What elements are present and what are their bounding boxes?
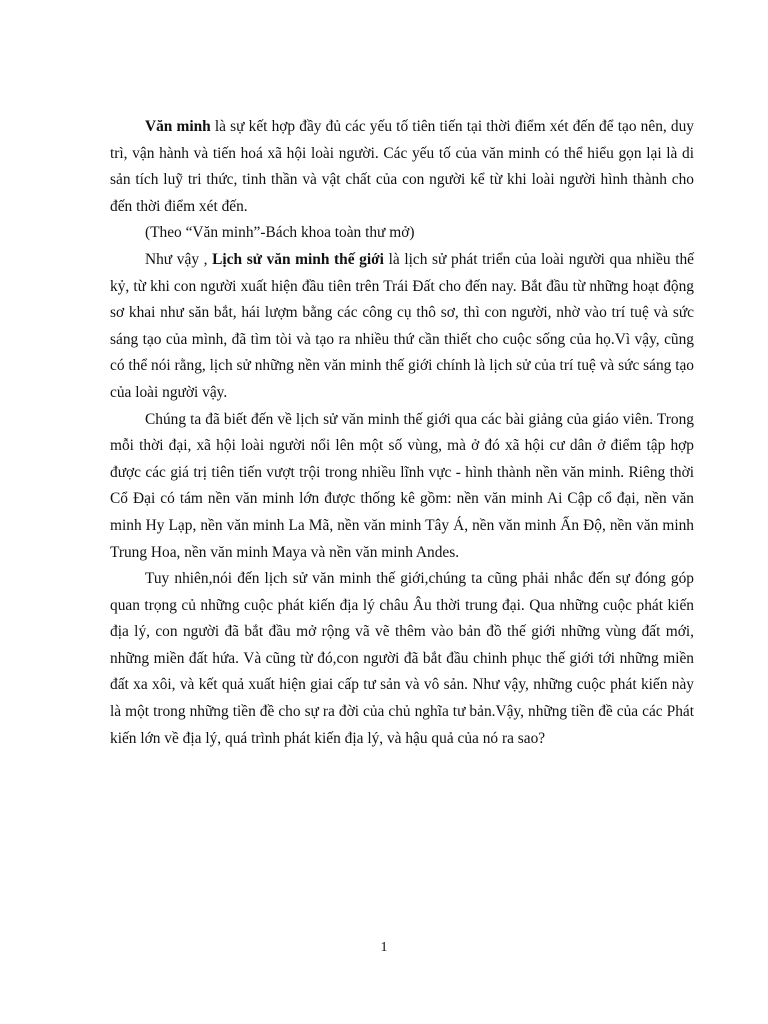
paragraph-definition-text: là sự kết hợp đầy đủ các yếu tố tiên tiến tại thời điểm xét đến để tạo nên, duy trì, vận hành và tiến hoá xã hội loài người. Các yếu tố của văn minh có thể hiểu gọn lại là di sản tích luỹ tri thức, tinh thần và vật chất của con người kể từ khi loài người hình thành cho đến thời điểm xét đến. [110,118,694,215]
paragraph-history-lead: Như vậy , [145,250,213,268]
term-van-minh: Văn minh [145,118,211,135]
citation-source: (Theo “Văn minh”-Bách khoa toàn thư mở) [145,224,415,242]
paragraph-discoveries: Tuy nhiên,nói đến lịch sử văn minh thế giới,chúng ta cũng phải nhắc đến sự đóng góp quan trọng củ những cuộc phát kiến địa lý châu Âu thời trung đại. Qua những cuộc phát kiến địa lý, con người đã bắt đầu mở rộng vã vẽ thêm vào bản đồ thế giới những vùng đất mới, những miền đất hứa. Và cũng từ đó,con người đã bắt đầu chinh phục thế giới tới những miền đất xa xôi, và kết quả xuất hiện giai cấp tư sản và vô sản. Như vậy, những cuộc phát kiến này là một trong những tiền đề cho sự ra đời của chủ nghĩa tư bản.Vậy, những tiền đề của các Phát kiến lớn về địa lý, quá trình phát kiến địa lý, và hậu quả của nó ra sao? [110,570,694,747]
paragraph-definition [110,114,694,220]
paragraph-civilizations: Chúng ta đã biết đến về lịch sử văn minh thế giới qua các bài giảng của giáo viên. Trong mỗi thời đại, xã hội loài người nổi lên một số vùng, mà ở đó xã hội cư dân ở điểm tập hợp được các giá trị tiên tiến vượt trội trong nhiều lĩnh vực - hình thành nền văn minh. Riêng thời Cổ Đại có tám nền văn minh lớn được thống kê gồm: nền văn minh Ai Cập cổ đại, nền văn minh Hy Lạp, nền văn minh La Mã, nền văn minh Tây Á, nền văn minh Ấn Độ, nền văn minh Trung Hoa, nền văn minh Maya và nền văn minh Andes. [110,410,694,561]
document-body [110,114,694,752]
paragraph-history [110,247,694,407]
paragraph-history-text: là lịch sử phát triển của loài người qua nhiều thế kỷ, từ khi con người xuất hiện đầu tiên trên Trái Đất cho đến nay. Bắt đầu từ những hoạt động sơ khai như săn bắt, hái lượm bằng các công cụ thô sơ, thì con người, nhờ vào trí tuệ và sức sáng tạo của mình, đã tìm tòi và tạo ra nhiều thứ cần thiết cho cuộc sống của họ.Vì vậy, cũng có thể nói rằng, lịch sử những nền văn minh thế giới chính là lịch sử của trí tuệ và sức sáng tạo của loài người vậy. [110,250,694,401]
page-number: 1 [380,940,388,955]
term-lich-su-van-minh: Lịch sử văn minh thế giới [212,250,384,268]
